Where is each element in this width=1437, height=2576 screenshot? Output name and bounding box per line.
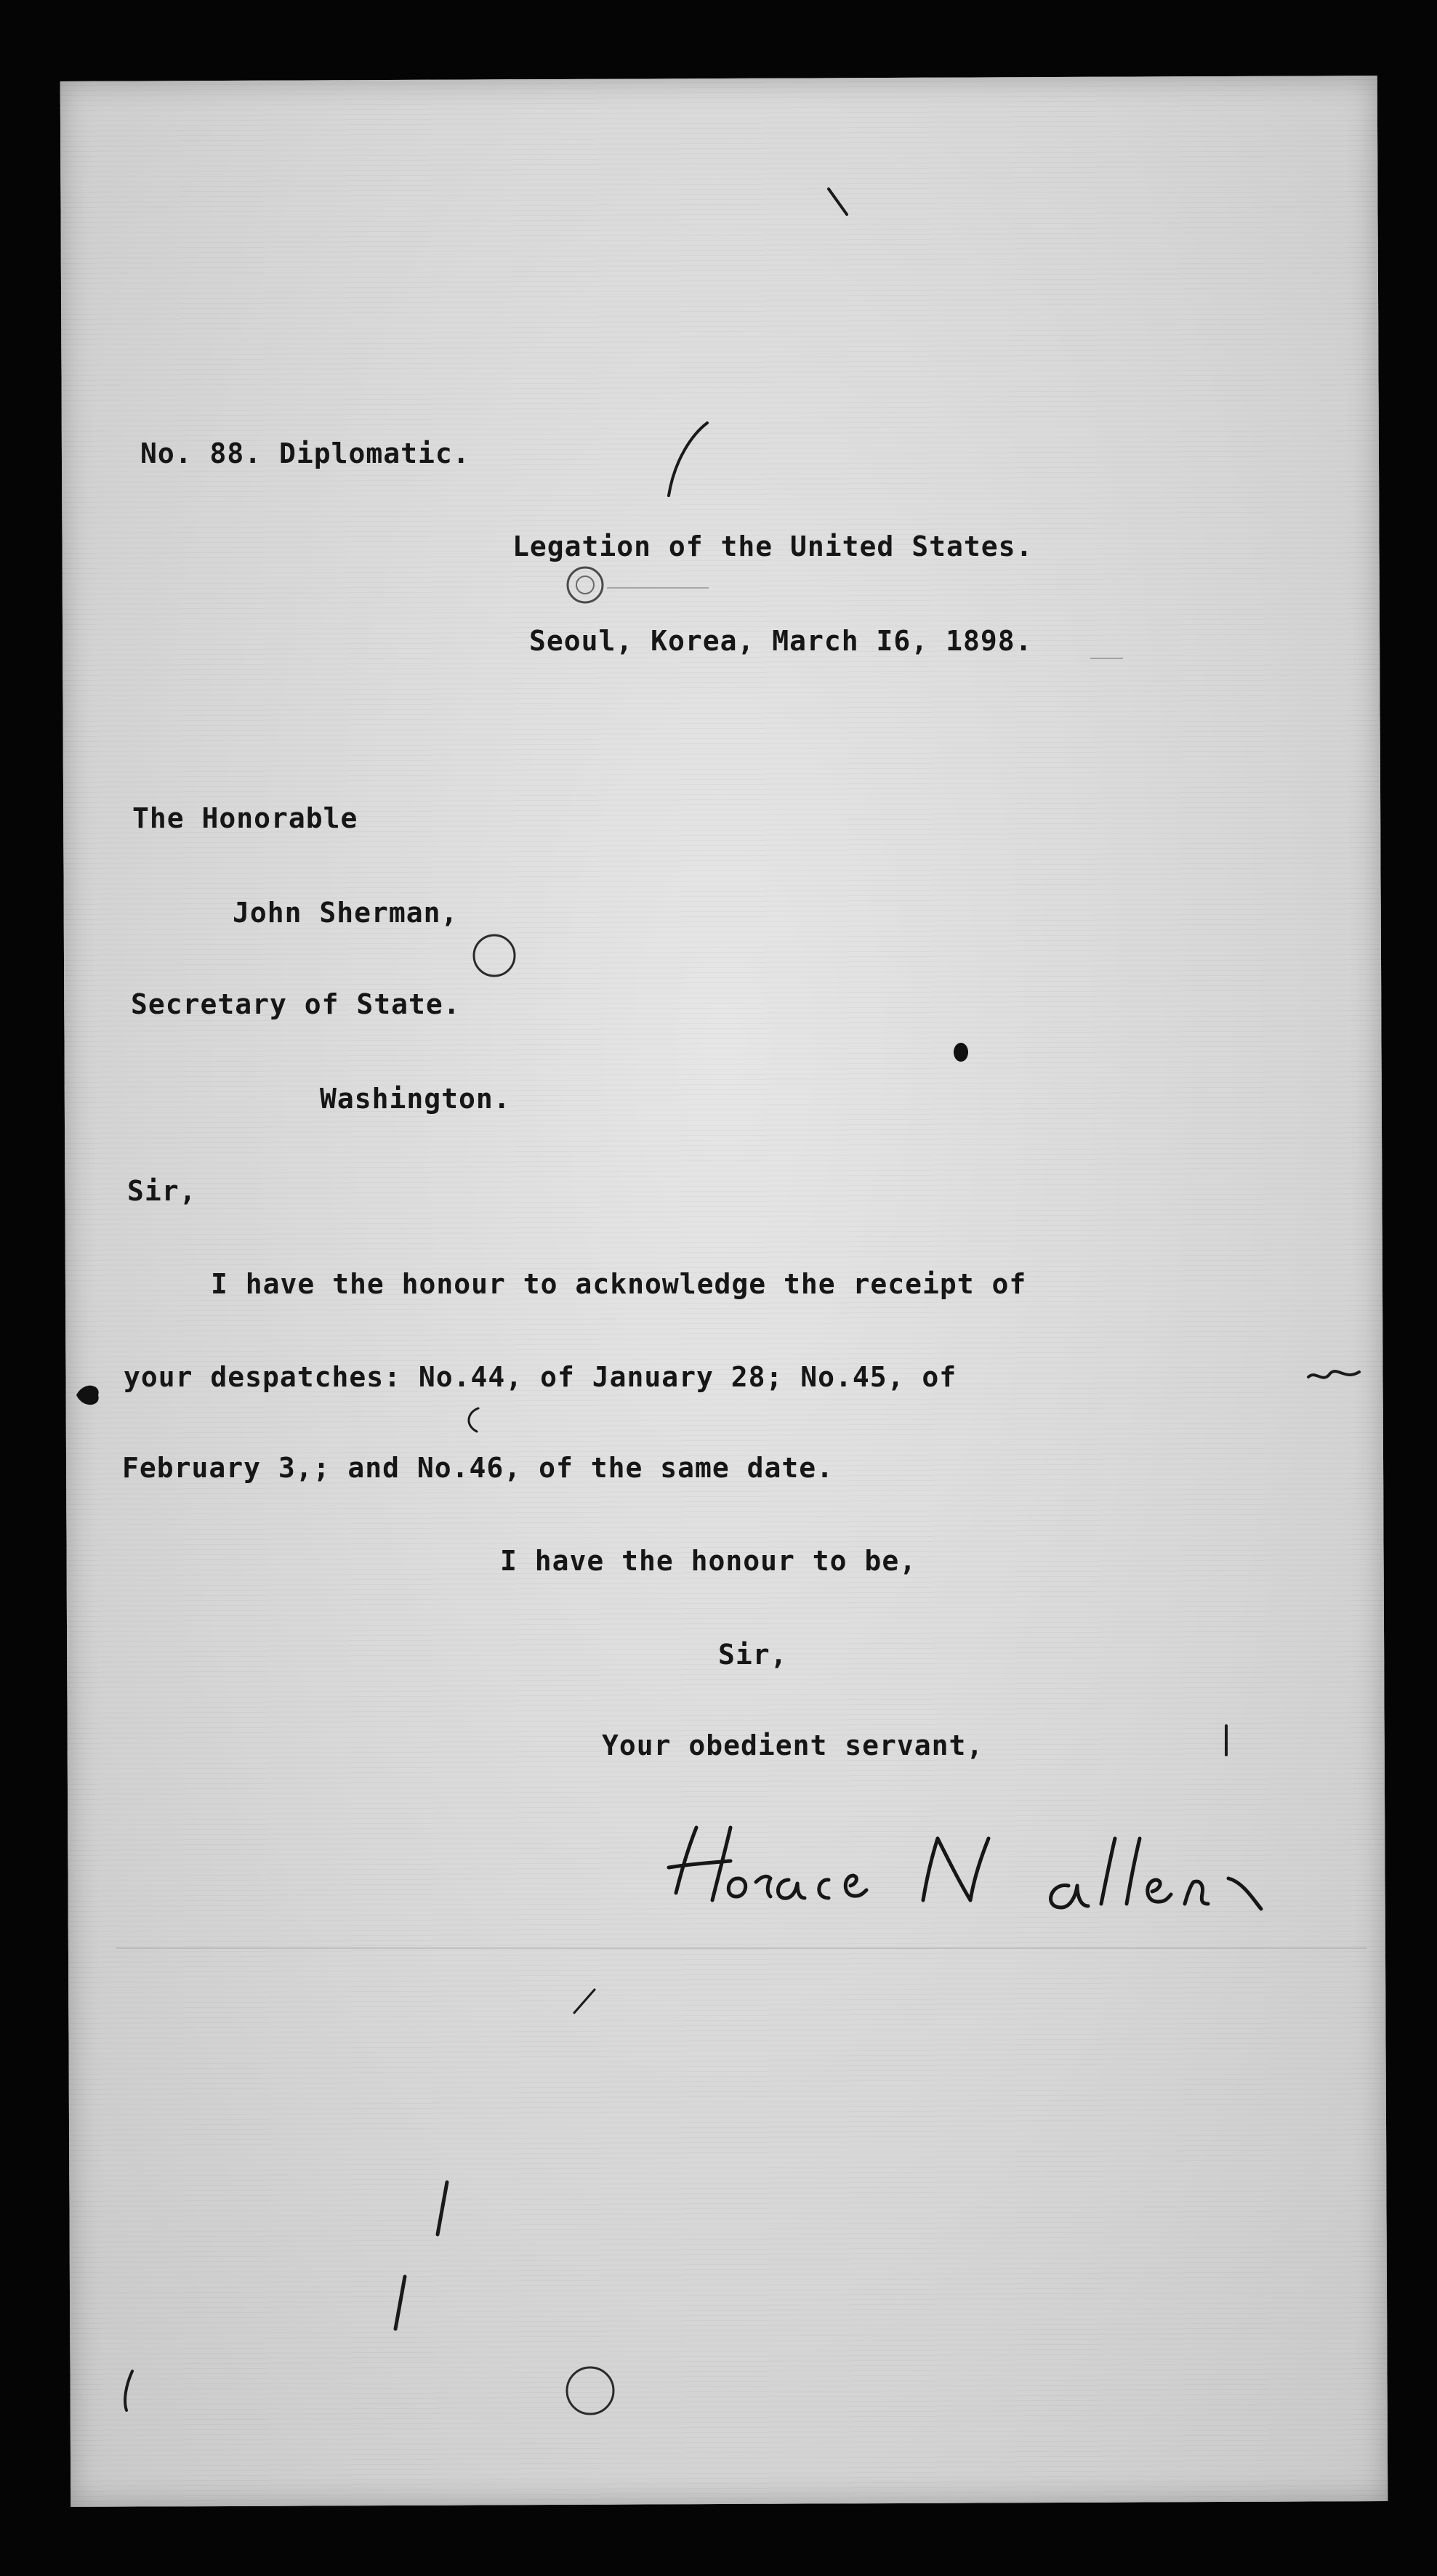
ink-tick-mark xyxy=(429,2176,458,2242)
ink-dot xyxy=(946,1038,975,1067)
legation-heading: Legation of the United States. xyxy=(512,530,1034,562)
addressee-title: The Honorable xyxy=(132,802,358,834)
punch-hole-circle xyxy=(469,930,520,981)
despatch-number: No. 88. Diplomatic. xyxy=(140,437,470,469)
ink-tick-mark xyxy=(458,1402,487,1446)
salutation: Sir, xyxy=(127,1175,197,1207)
closing-line: Sir, xyxy=(718,1639,788,1671)
place-date: Seoul, Korea, March I6, 1898. xyxy=(529,625,1033,657)
stamp-circle xyxy=(560,560,611,610)
body-line: your despatches: No.44, of January 28; No.45, of xyxy=(124,1361,957,1393)
margin-mark xyxy=(1305,1359,1363,1395)
closing-line: I have the honour to be, xyxy=(500,1545,917,1577)
body-line: February 3,; and No.46, of the same date. xyxy=(122,1452,834,1484)
addressee-city: Washington. xyxy=(320,1083,511,1115)
ink-tick-mark xyxy=(825,185,854,222)
ink-tick-mark xyxy=(565,1984,602,2020)
body-line: I have the honour to acknowledge the receipt of xyxy=(211,1268,1027,1300)
guide-rule xyxy=(116,1947,1366,1949)
guide-rule xyxy=(1090,658,1123,659)
addressee-office: Secretary of State. xyxy=(131,988,461,1020)
ink-tick-mark xyxy=(1215,1722,1237,1766)
closing-line: Your obedient servant, xyxy=(602,1729,984,1761)
ink-tick-mark xyxy=(387,2271,416,2336)
signature xyxy=(661,1798,1359,1944)
guide-rule xyxy=(607,587,709,589)
addressee-name: John Sherman, xyxy=(233,897,459,929)
paper-edge-blot xyxy=(69,1373,113,1417)
punch-hole-circle xyxy=(561,2362,619,2420)
ink-tick-mark xyxy=(660,416,718,503)
ink-tick-mark xyxy=(110,2365,147,2416)
